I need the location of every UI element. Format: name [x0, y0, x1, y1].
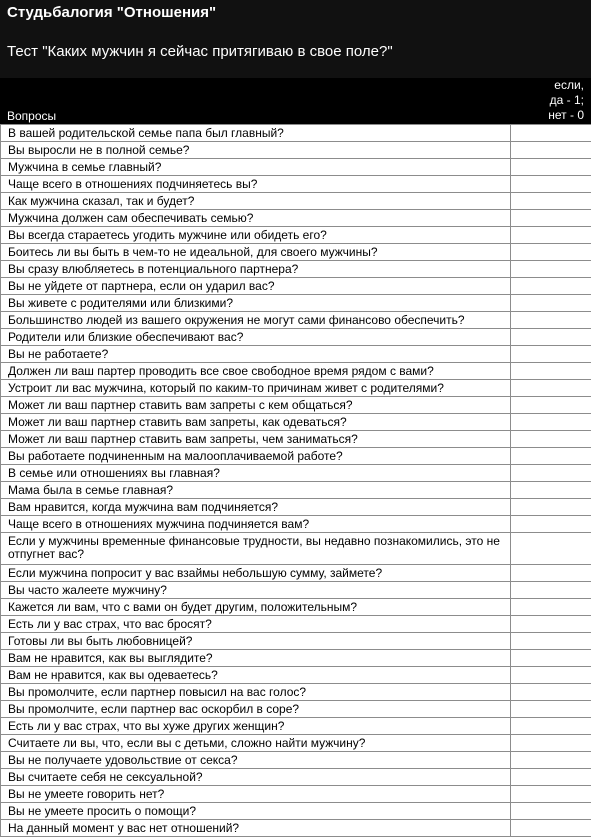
question-cell[interactable]: Вы всегда стараетесь угодить мужчине или обидеть его? — [1, 227, 511, 244]
score-header-line: нет - 0 — [511, 108, 591, 123]
score-cell[interactable] — [511, 735, 591, 752]
question-row — [1, 380, 591, 397]
question-row — [1, 329, 591, 346]
title-banner — [0, 0, 591, 78]
score-column-header — [511, 78, 591, 124]
question-row — [1, 125, 591, 142]
score-cell[interactable] — [511, 701, 591, 718]
question-row — [1, 159, 591, 176]
question-cell[interactable]: Может ли ваш партнер ставить вам запреты, как одеваться? — [1, 414, 511, 431]
question-row — [1, 176, 591, 193]
score-cell[interactable] — [511, 380, 591, 397]
question-cell[interactable]: Готовы ли вы быть любовницей? — [1, 633, 511, 650]
score-cell[interactable] — [511, 278, 591, 295]
score-cell[interactable] — [511, 803, 591, 820]
score-header-line: если, — [511, 78, 591, 93]
question-row — [1, 650, 591, 667]
question-cell[interactable]: Если у мужчины временные финансовые трудности, вы недавно познакомились, это не отпугнет вас? — [1, 533, 511, 565]
score-cell[interactable] — [511, 516, 591, 533]
score-cell[interactable] — [511, 667, 591, 684]
score-cell[interactable] — [511, 650, 591, 667]
question-row — [1, 582, 591, 599]
question-row — [1, 752, 591, 769]
question-row — [1, 346, 591, 363]
score-cell[interactable] — [511, 448, 591, 465]
question-row — [1, 769, 591, 786]
score-cell[interactable] — [511, 312, 591, 329]
question-row — [1, 278, 591, 295]
question-cell[interactable]: Устроит ли вас мужчина, который по каким-то причинам живет с родителями? — [1, 380, 511, 397]
question-row — [1, 397, 591, 414]
score-cell[interactable] — [511, 193, 591, 210]
score-cell[interactable] — [511, 533, 591, 565]
question-cell[interactable]: Если мужчина попросит у вас взаймы небольшую сумму, займете? — [1, 565, 511, 582]
question-row — [1, 499, 591, 516]
question-row — [1, 295, 591, 312]
score-header-line: да - 1; — [511, 93, 591, 108]
question-cell[interactable]: Чаще всего в отношениях подчиняетесь вы? — [1, 176, 511, 193]
question-row — [1, 599, 591, 616]
question-cell[interactable]: Есть ли у вас страх, что вы хуже других женщин? — [1, 718, 511, 735]
score-cell[interactable] — [511, 159, 591, 176]
question-cell[interactable]: Может ли ваш партнер ставить вам запреты, чем заниматься? — [1, 431, 511, 448]
question-cell[interactable]: Кажется ли вам, что с вами он будет другим, положительным? — [1, 599, 511, 616]
question-cell[interactable]: Должен ли ваш партер проводить все свое свободное время рядом с вами? — [1, 363, 511, 380]
score-cell[interactable] — [511, 210, 591, 227]
question-row — [1, 684, 591, 701]
score-cell[interactable] — [511, 616, 591, 633]
question-cell[interactable]: Вы не умеете просить о помощи? — [1, 803, 511, 820]
question-row — [1, 820, 591, 837]
question-row — [1, 142, 591, 159]
question-cell[interactable]: Чаще всего в отношениях мужчина подчиняется вам? — [1, 516, 511, 533]
question-row — [1, 363, 591, 380]
score-cell[interactable] — [511, 261, 591, 278]
question-row — [1, 786, 591, 803]
score-cell[interactable] — [511, 414, 591, 431]
question-row — [1, 735, 591, 752]
score-cell[interactable] — [511, 346, 591, 363]
test-subtitle: Тест "Каких мужчин я сейчас притягиваю в свое поле?" — [7, 43, 393, 61]
score-cell[interactable] — [511, 633, 591, 650]
score-cell[interactable] — [511, 431, 591, 448]
question-cell[interactable]: Считаете ли вы, что, если вы с детьми, сложно найти мужчину? — [1, 735, 511, 752]
score-cell[interactable] — [511, 329, 591, 346]
question-cell[interactable]: Как мужчина сказал, так и будет? — [1, 193, 511, 210]
question-cell[interactable]: Вы промолчите, если партнер повысил на вас голос? — [1, 684, 511, 701]
question-cell[interactable]: Вы сразу влюбляетесь в потенциального партнера? — [1, 261, 511, 278]
question-row — [1, 701, 591, 718]
question-row — [1, 482, 591, 499]
question-row — [1, 667, 591, 684]
question-row — [1, 718, 591, 735]
score-cell[interactable] — [511, 142, 591, 159]
score-cell[interactable] — [511, 465, 591, 482]
score-cell[interactable] — [511, 565, 591, 582]
question-row — [1, 565, 591, 582]
score-cell[interactable] — [511, 227, 591, 244]
table-header — [0, 78, 591, 124]
score-cell[interactable] — [511, 718, 591, 735]
question-row — [1, 616, 591, 633]
question-cell[interactable]: Есть ли у вас страх, что вас бросят? — [1, 616, 511, 633]
score-cell[interactable] — [511, 684, 591, 701]
question-cell[interactable]: Родители или близкие обеспечивают вас? — [1, 329, 511, 346]
score-cell[interactable] — [511, 244, 591, 261]
score-cell[interactable] — [511, 769, 591, 786]
score-cell[interactable] — [511, 499, 591, 516]
question-cell[interactable]: Мама была в семье главная? — [1, 482, 511, 499]
score-cell[interactable] — [511, 582, 591, 599]
question-row — [1, 261, 591, 278]
question-cell[interactable]: Вы считаете себя не сексуальной? — [1, 769, 511, 786]
question-row — [1, 414, 591, 431]
question-cell[interactable]: Вам не нравится, как вы одеваетесь? — [1, 667, 511, 684]
score-cell[interactable] — [511, 295, 591, 312]
question-row — [1, 431, 591, 448]
page-title: Студьбалогия "Отношения" — [7, 4, 216, 22]
question-cell[interactable]: Вы часто жалеете мужчину? — [1, 582, 511, 599]
questions-table — [0, 124, 591, 837]
question-cell[interactable]: В вашей родительской семье папа был главный? — [1, 125, 511, 142]
question-row — [1, 244, 591, 261]
question-row — [1, 803, 591, 820]
question-cell[interactable]: Может ли ваш партнер ставить вам запреты с кем общаться? — [1, 397, 511, 414]
score-cell[interactable] — [511, 482, 591, 499]
score-cell[interactable] — [511, 786, 591, 803]
question-cell[interactable]: Вам не нравится, как вы выглядите? — [1, 650, 511, 667]
question-row — [1, 516, 591, 533]
question-cell[interactable]: Вы работаете подчиненным на малооплачиваемой работе? — [1, 448, 511, 465]
question-row — [1, 633, 591, 650]
score-cell[interactable] — [511, 363, 591, 380]
score-cell[interactable] — [511, 599, 591, 616]
question-row — [1, 227, 591, 244]
question-cell[interactable]: Большинство людей из вашего окружения не могут сами финансово обеспечить? — [1, 312, 511, 329]
question-row — [1, 533, 591, 565]
question-cell[interactable]: Вы не умеете говорить нет? — [1, 786, 511, 803]
score-cell[interactable] — [511, 176, 591, 193]
question-row — [1, 210, 591, 227]
question-row — [1, 193, 591, 210]
question-row — [1, 312, 591, 329]
question-cell[interactable]: Вы промолчите, если партнер вас оскорбил в соре? — [1, 701, 511, 718]
question-row — [1, 448, 591, 465]
questions-column-header: Вопросы — [7, 109, 56, 123]
question-cell[interactable]: Вы не получаете удовольствие от секса? — [1, 752, 511, 769]
score-cell[interactable] — [511, 752, 591, 769]
score-cell[interactable] — [511, 397, 591, 414]
question-cell[interactable]: Вы живете с родителями или близкими? — [1, 295, 511, 312]
question-cell[interactable]: Вам нравится, когда мужчина вам подчиняется? — [1, 499, 511, 516]
question-cell[interactable]: Вы выросли не в полной семье? — [1, 142, 511, 159]
question-cell[interactable]: В семье или отношениях вы главная? — [1, 465, 511, 482]
question-cell[interactable]: Вы не работаете? — [1, 346, 511, 363]
question-cell[interactable]: Вы не уйдете от партнера, если он ударил вас? — [1, 278, 511, 295]
question-row — [1, 465, 591, 482]
question-cell[interactable]: На данный момент у вас нет отношений? — [1, 820, 511, 837]
score-cell[interactable] — [511, 820, 591, 837]
question-cell[interactable]: Мужчина должен сам обеспечивать семью? — [1, 210, 511, 227]
question-cell[interactable]: Боитесь ли вы быть в чем-то не идеальной, для своего мужчины? — [1, 244, 511, 261]
question-cell[interactable]: Мужчина в семье главный? — [1, 159, 511, 176]
score-cell[interactable] — [511, 125, 591, 142]
